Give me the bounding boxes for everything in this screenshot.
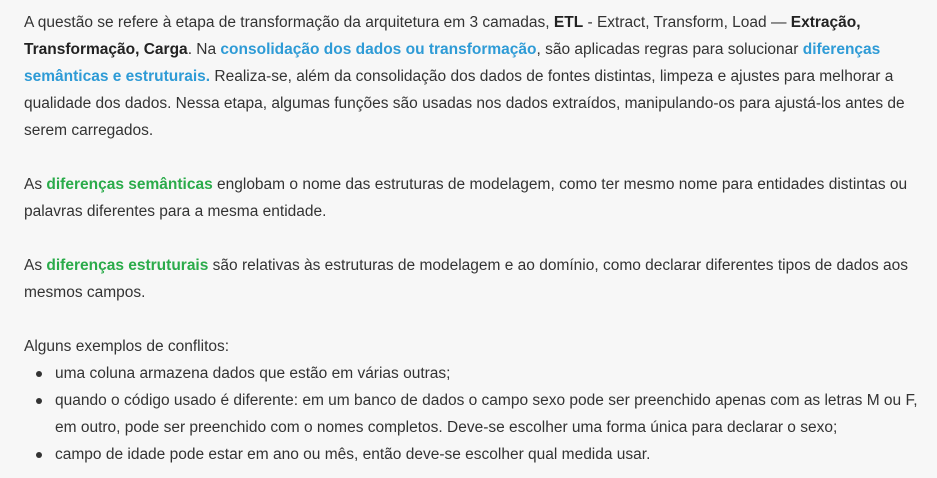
structural-differences-highlight: diferenças estruturais bbox=[46, 257, 209, 274]
list-item-text: quando o código usado é diferente: em um banco de dados o campo sexo pode ser preenchido apenas com as letras M ou F, em outro, pode ser preenchido com o nomes completos. Deve-se escolher uma forma única para declarar o sexo; bbox=[55, 392, 918, 436]
conflict-examples-list bbox=[24, 360, 929, 468]
paragraph-spacer bbox=[24, 144, 929, 171]
paragraph-text: As bbox=[24, 176, 47, 193]
paragraph-text: Realiza-se, além da consolidação dos dados de fontes distintas, limpeza e ajustes para melhorar a qualidade dos dados. Nessa etapa, algumas funções são usadas nos dados extraídos, manipulando-os para ajustá-los antes de serem carregados. bbox=[24, 68, 905, 139]
extracao-term: Extração, Transformação, Carga bbox=[24, 14, 861, 58]
paragraph-text: A questão se refere à etapa de transformação da arquitetura em 3 camadas, bbox=[24, 14, 554, 31]
paragraph-spacer bbox=[24, 225, 929, 252]
diferencas-highlight: diferenças semânticas e estruturais. bbox=[24, 41, 881, 85]
paragraph-text: englobam o nome das estruturas de modelagem, como ter mesmo nome para entidades distintas ou palavras diferentes para a mesma entidade. bbox=[24, 176, 908, 220]
bullet-icon bbox=[36, 371, 42, 377]
paragraph-text: As bbox=[24, 257, 47, 274]
consolidacao-highlight: consolidação dos dados ou transformação bbox=[220, 41, 537, 58]
list-item-text: uma coluna armazena dados que estão em várias outras; bbox=[55, 365, 451, 382]
paragraph-semantic-differences bbox=[24, 171, 929, 225]
examples-intro: Alguns exemplos de conflitos: bbox=[24, 338, 230, 355]
semantic-differences-highlight: diferenças semânticas bbox=[46, 176, 213, 193]
paragraph-text: são relativas às estruturas de modelagem e ao domínio, como declarar diferentes tipos de dados aos mesmos campos. bbox=[24, 257, 908, 301]
list-item bbox=[55, 360, 929, 387]
paragraph-structural-differences bbox=[24, 252, 929, 306]
paragraph-etl-transformation bbox=[24, 9, 929, 144]
paragraph-text: . Na bbox=[187, 41, 221, 58]
explanation-content bbox=[24, 9, 929, 468]
paragraph-spacer bbox=[24, 306, 929, 333]
paragraph-text: , são aplicadas regras para solucionar bbox=[536, 41, 803, 58]
bullet-icon bbox=[36, 452, 42, 458]
bullet-icon bbox=[36, 398, 42, 404]
list-item bbox=[55, 387, 929, 441]
paragraph-text: - Extract, Transform, Load — bbox=[583, 14, 791, 31]
list-item-text: campo de idade pode estar em ano ou mês, então deve-se escolher qual medida usar. bbox=[55, 446, 651, 463]
list-item bbox=[55, 441, 929, 468]
etl-term: ETL bbox=[553, 14, 584, 31]
